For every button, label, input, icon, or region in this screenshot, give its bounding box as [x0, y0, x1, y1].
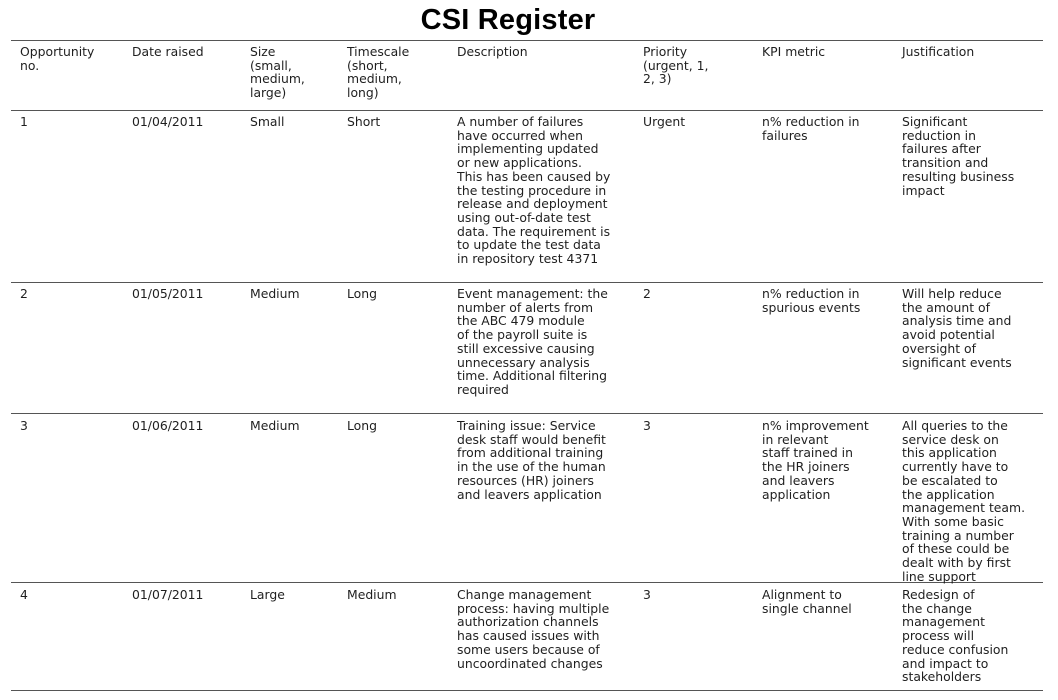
cell-timescale: Long	[347, 418, 377, 433]
cell-size: Large	[250, 587, 285, 602]
cell-date-raised: 01/05/2011	[132, 286, 204, 301]
cell-description: A number of failures have occurred when implementing updated or new applications. This has been caused by the testing procedure in release and deployment using out-of-date test data. The requirement is to update the test data in repository test 4371	[457, 114, 611, 267]
cell-timescale: Short	[347, 114, 381, 129]
cell-size: Medium	[250, 418, 300, 433]
cell-kpi-metric: n% improvement in relevant staff trained in the HR joiners and leavers application	[762, 418, 869, 502]
header-date-raised: Date raised	[132, 44, 204, 59]
cell-priority: 2	[643, 286, 651, 301]
cell-description: Event management: the number of alerts from the ABC 479 module of the payroll suite is still excessive causing unnecessary analysis time. Additional filtering required	[457, 286, 608, 397]
row-divider	[11, 582, 1043, 583]
cell-opportunity-no: 2	[20, 286, 28, 301]
cell-justification: Redesign of the change management process will reduce confusion and impact to stakeholders	[902, 587, 1009, 685]
cell-kpi-metric: n% reduction in spurious events	[762, 286, 861, 315]
cell-justification: Will help reduce the amount of analysis time and avoid potential oversight of significant events	[902, 286, 1012, 370]
cell-description: Change management process: having multiple authorization channels has caused issues with some users because of uncoordinated changes	[457, 587, 610, 671]
header-size: Size (small, medium, large)	[250, 44, 305, 101]
cell-date-raised: 01/07/2011	[132, 587, 204, 602]
header-priority: Priority (urgent, 1, 2, 3)	[643, 44, 709, 87]
table-top-rule	[11, 40, 1043, 41]
header-kpi-metric: KPI metric	[762, 44, 826, 59]
cell-priority: 3	[643, 587, 651, 602]
row-divider	[11, 413, 1043, 414]
page-title: CSI Register	[420, 4, 596, 36]
cell-size: Medium	[250, 286, 300, 301]
cell-description: Training issue: Service desk staff would benefit from additional training in the use of the human resources (HR) joiners and leavers application	[457, 418, 606, 502]
cell-opportunity-no: 1	[20, 114, 28, 129]
cell-timescale: Long	[347, 286, 377, 301]
header-justification: Justification	[902, 44, 975, 59]
row-divider	[11, 282, 1043, 283]
header-timescale: Timescale (short, medium, long)	[347, 44, 410, 101]
cell-opportunity-no: 3	[20, 418, 28, 433]
cell-opportunity-no: 4	[20, 587, 28, 602]
header-opportunity-no: Opportunity no.	[20, 44, 95, 73]
header-description: Description	[457, 44, 528, 59]
cell-kpi-metric: n% reduction in failures	[762, 114, 860, 143]
cell-size: Small	[250, 114, 285, 129]
cell-justification: All queries to the service desk on this application currently have to be escalated to the application management team. With some basic training a number of these could be dealt with by first line support	[902, 418, 1026, 584]
cell-timescale: Medium	[347, 587, 397, 602]
cell-priority: 3	[643, 418, 651, 433]
cell-priority: Urgent	[643, 114, 686, 129]
cell-justification: Significant reduction in failures after transition and resulting business impact	[902, 114, 1015, 198]
cell-date-raised: 01/04/2011	[132, 114, 204, 129]
table-bottom-rule	[11, 690, 1043, 691]
header-bottom-rule	[11, 110, 1043, 111]
cell-date-raised: 01/06/2011	[132, 418, 204, 433]
cell-kpi-metric: Alignment to single channel	[762, 587, 852, 616]
